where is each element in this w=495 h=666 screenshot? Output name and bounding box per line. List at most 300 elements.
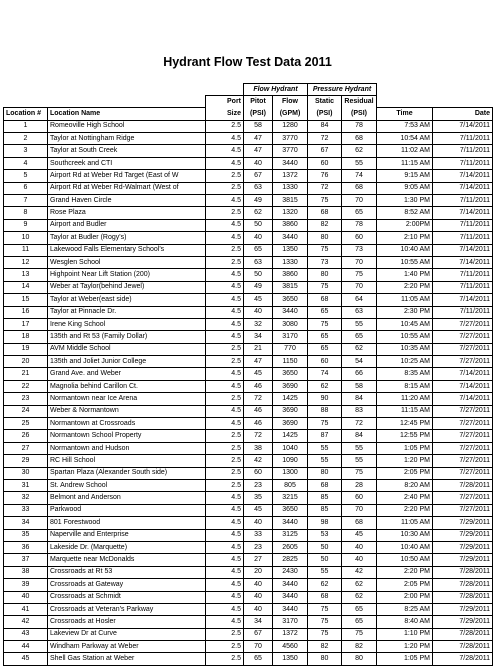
cell-date: 7/28/2011 — [433, 566, 493, 578]
cell-pitot-psi: 49 — [244, 195, 273, 207]
header-time: Time — [377, 108, 433, 120]
cell-residual-psi: 65 — [342, 331, 377, 343]
cell-date: 7/14/2011 — [433, 120, 493, 132]
cell-flow-gpm: 1280 — [273, 120, 308, 132]
cell-time: 8:20 AM — [377, 480, 433, 492]
cell-residual-psi: 64 — [342, 294, 377, 306]
cell-location-number: 38 — [4, 566, 48, 578]
cell-flow-gpm: 1090 — [273, 455, 308, 467]
cell-flow-gpm: 3690 — [273, 418, 308, 430]
cell-time: 10:55 AM — [377, 256, 433, 268]
cell-pitot-psi: 34 — [244, 616, 273, 628]
cell-residual-psi: 62 — [342, 591, 377, 603]
cell-flow-gpm: 805 — [273, 480, 308, 492]
cell-pitot-psi: 47 — [244, 133, 273, 145]
cell-flow-gpm: 3690 — [273, 405, 308, 417]
cell-port-size: 4.5 — [206, 517, 244, 529]
cell-date: 7/27/2011 — [433, 467, 493, 479]
cell-date: 7/27/2011 — [433, 331, 493, 343]
cell-location-name: AVM Middle School — [48, 343, 206, 355]
cell-flow-gpm: 1350 — [273, 653, 308, 665]
cell-residual-psi: 63 — [342, 306, 377, 318]
cell-location-name: Rose Plaza — [48, 207, 206, 219]
cell-residual-psi: 72 — [342, 418, 377, 430]
cell-pitot-psi: 20 — [244, 566, 273, 578]
table-row — [4, 603, 493, 615]
cell-static-psi: 68 — [308, 480, 342, 492]
cell-date: 7/27/2011 — [433, 455, 493, 467]
cell-static-psi: 75 — [308, 603, 342, 615]
cell-residual-psi: 70 — [342, 504, 377, 516]
table-row — [4, 244, 493, 256]
cell-location-number: 31 — [4, 480, 48, 492]
cell-date: 7/14/2011 — [433, 170, 493, 182]
cell-pitot-psi: 72 — [244, 393, 273, 405]
table-row — [4, 616, 493, 628]
header-flow-unit: (GPM) — [273, 108, 308, 120]
table-row — [4, 120, 493, 132]
cell-port-size: 4.5 — [206, 591, 244, 603]
table-row — [4, 566, 493, 578]
cell-time: 2:30 PM — [377, 306, 433, 318]
cell-location-number: 8 — [4, 207, 48, 219]
cell-port-size: 4.5 — [206, 504, 244, 516]
table-row — [4, 343, 493, 355]
cell-pitot-psi: 58 — [244, 120, 273, 132]
cell-flow-gpm: 3440 — [273, 517, 308, 529]
cell-flow-gpm: 3080 — [273, 318, 308, 330]
cell-location-number: 23 — [4, 393, 48, 405]
cell-time: 8:40 AM — [377, 616, 433, 628]
cell-location-name: RC Hill School — [48, 455, 206, 467]
cell-residual-psi: 65 — [342, 603, 377, 615]
cell-flow-gpm: 3770 — [273, 145, 308, 157]
cell-pitot-psi: 34 — [244, 331, 273, 343]
cell-location-number: 5 — [4, 170, 48, 182]
cell-location-name: Magnolia behind Carillon Ct. — [48, 380, 206, 392]
cell-time: 10:55 AM — [377, 331, 433, 343]
table-row — [4, 504, 493, 516]
cell-flow-gpm: 1150 — [273, 356, 308, 368]
cell-date: 7/28/2011 — [433, 641, 493, 653]
cell-pitot-psi: 62 — [244, 207, 273, 219]
cell-time: 10:35 AM — [377, 343, 433, 355]
cell-static-psi: 65 — [308, 306, 342, 318]
cell-location-name: Shell Gas Station at Weber — [48, 653, 206, 665]
cell-location-number: 20 — [4, 356, 48, 368]
cell-pitot-psi: 27 — [244, 554, 273, 566]
cell-location-name: Southcreek and CTI — [48, 157, 206, 169]
cell-date: 7/11/2011 — [433, 269, 493, 281]
cell-flow-gpm: 3440 — [273, 232, 308, 244]
cell-static-psi: 76 — [308, 170, 342, 182]
table-row — [4, 294, 493, 306]
cell-pitot-psi: 32 — [244, 318, 273, 330]
cell-flow-gpm: 3170 — [273, 616, 308, 628]
cell-flow-gpm: 2605 — [273, 541, 308, 553]
cell-date: 7/14/2011 — [433, 182, 493, 194]
cell-location-number: 39 — [4, 579, 48, 591]
cell-location-name: Lakeview Dr at Curve — [48, 628, 206, 640]
cell-date: 7/14/2011 — [433, 368, 493, 380]
cell-location-number: 10 — [4, 232, 48, 244]
cell-residual-psi: 58 — [342, 380, 377, 392]
cell-location-name: Belmont and Anderson — [48, 492, 206, 504]
cell-date: 7/11/2011 — [433, 232, 493, 244]
cell-static-psi: 60 — [308, 157, 342, 169]
cell-residual-psi: 42 — [342, 566, 377, 578]
cell-port-size: 4.5 — [206, 541, 244, 553]
table-row — [4, 442, 493, 454]
cell-location-number: 1 — [4, 120, 48, 132]
cell-time: 2:00 PM — [377, 591, 433, 603]
cell-date: 7/29/2011 — [433, 616, 493, 628]
cell-pitot-psi: 35 — [244, 492, 273, 504]
cell-location-number: 32 — [4, 492, 48, 504]
cell-location-name: Grand Ave. and Weber — [48, 368, 206, 380]
cell-location-name: Parkwood — [48, 504, 206, 516]
cell-date: 7/14/2011 — [433, 244, 493, 256]
cell-pitot-psi: 40 — [244, 603, 273, 615]
cell-port-size: 2.5 — [206, 455, 244, 467]
header-location-number: Location # — [4, 108, 48, 120]
cell-time: 8:52 AM — [377, 207, 433, 219]
cell-date: 7/28/2011 — [433, 579, 493, 591]
header-location-name: Location Name — [48, 108, 206, 120]
cell-time: 2:05 PM — [377, 467, 433, 479]
cell-flow-gpm: 3860 — [273, 219, 308, 231]
cell-date: 7/14/2011 — [433, 256, 493, 268]
cell-location-number: 3 — [4, 145, 48, 157]
cell-static-psi: 84 — [308, 120, 342, 132]
cell-location-name: Normantown near Ice Arena — [48, 393, 206, 405]
cell-location-number: 9 — [4, 219, 48, 231]
cell-static-psi: 75 — [308, 244, 342, 256]
cell-flow-gpm: 1330 — [273, 182, 308, 194]
cell-location-number: 13 — [4, 269, 48, 281]
cell-static-psi: 80 — [308, 232, 342, 244]
table-row — [4, 219, 493, 231]
cell-location-number: 42 — [4, 616, 48, 628]
cell-static-psi: 68 — [308, 591, 342, 603]
cell-residual-psi: 70 — [342, 281, 377, 293]
cell-location-name: Crossroads at Hosler — [48, 616, 206, 628]
table-row — [4, 232, 493, 244]
cell-flow-gpm: 1372 — [273, 170, 308, 182]
table-row — [4, 269, 493, 281]
cell-flow-gpm: 1425 — [273, 393, 308, 405]
cell-residual-psi: 70 — [342, 256, 377, 268]
cell-location-name: Airport and Budler — [48, 219, 206, 231]
cell-location-number: 12 — [4, 256, 48, 268]
cell-time: 10:25 AM — [377, 356, 433, 368]
cell-port-size: 2.5 — [206, 207, 244, 219]
cell-location-number: 11 — [4, 244, 48, 256]
header-residual: Residual — [342, 96, 377, 108]
table-row — [4, 182, 493, 194]
cell-flow-gpm: 3440 — [273, 157, 308, 169]
cell-pitot-psi: 46 — [244, 380, 273, 392]
cell-location-name: Wesglen School — [48, 256, 206, 268]
cell-flow-gpm: 3860 — [273, 269, 308, 281]
cell-location-number: 14 — [4, 281, 48, 293]
header-static: Static — [308, 96, 342, 108]
cell-location-name: 801 Forestwood — [48, 517, 206, 529]
cell-date: 7/29/2011 — [433, 541, 493, 553]
cell-port-size: 4.5 — [206, 418, 244, 430]
header-static-unit: (PSI) — [308, 108, 342, 120]
cell-static-psi: 75 — [308, 628, 342, 640]
cell-date: 7/29/2011 — [433, 603, 493, 615]
cell-location-number: 26 — [4, 430, 48, 442]
table-row — [4, 380, 493, 392]
cell-port-size: 2.5 — [206, 393, 244, 405]
cell-static-psi: 88 — [308, 405, 342, 417]
cell-residual-psi: 54 — [342, 356, 377, 368]
cell-static-psi: 85 — [308, 492, 342, 504]
cell-location-number: 24 — [4, 405, 48, 417]
cell-location-name: Taylor at Weber(east side) — [48, 294, 206, 306]
cell-residual-psi: 84 — [342, 393, 377, 405]
cell-date: 7/11/2011 — [433, 219, 493, 231]
cell-date: 7/27/2011 — [433, 343, 493, 355]
cell-port-size: 4.5 — [206, 232, 244, 244]
cell-location-number: 27 — [4, 442, 48, 454]
cell-location-name: Crossroads at Veteran's Parkway — [48, 603, 206, 615]
cell-residual-psi: 55 — [342, 455, 377, 467]
cell-pitot-psi: 67 — [244, 628, 273, 640]
cell-port-size: 2.5 — [206, 430, 244, 442]
cell-pitot-psi: 67 — [244, 170, 273, 182]
cell-date: 7/27/2011 — [433, 430, 493, 442]
cell-static-psi: 75 — [308, 418, 342, 430]
cell-flow-gpm: 2430 — [273, 566, 308, 578]
cell-port-size: 2.5 — [206, 256, 244, 268]
cell-residual-psi: 83 — [342, 405, 377, 417]
cell-location-number: 29 — [4, 455, 48, 467]
cell-pitot-psi: 60 — [244, 467, 273, 479]
cell-static-psi: 75 — [308, 281, 342, 293]
cell-date: 7/29/2011 — [433, 529, 493, 541]
cell-flow-gpm: 2825 — [273, 554, 308, 566]
table-row — [4, 356, 493, 368]
cell-time: 10:40 AM — [377, 541, 433, 553]
cell-residual-psi: 78 — [342, 120, 377, 132]
cell-date: 7/14/2011 — [433, 207, 493, 219]
cell-pitot-psi: 65 — [244, 244, 273, 256]
cell-location-name: St. Andrew School — [48, 480, 206, 492]
cell-time: 2:20 PM — [377, 504, 433, 516]
cell-location-name: Irene King School — [48, 318, 206, 330]
cell-time: 10:40 AM — [377, 244, 433, 256]
cell-location-name: Airport Rd at Weber Rd Target (East of W — [48, 170, 206, 182]
cell-date: 7/14/2011 — [433, 294, 493, 306]
hydrant-table — [3, 83, 493, 666]
cell-static-psi: 98 — [308, 517, 342, 529]
cell-port-size: 2.5 — [206, 467, 244, 479]
cell-port-size: 4.5 — [206, 269, 244, 281]
table-row — [4, 517, 493, 529]
cell-time: 9:05 AM — [377, 182, 433, 194]
cell-location-number: 17 — [4, 318, 48, 330]
cell-location-number: 40 — [4, 591, 48, 603]
cell-date: 7/27/2011 — [433, 418, 493, 430]
cell-flow-gpm: 3815 — [273, 195, 308, 207]
cell-residual-psi: 55 — [342, 442, 377, 454]
header-residual-unit: (PSI) — [342, 108, 377, 120]
cell-port-size: 2.5 — [206, 244, 244, 256]
cell-static-psi: 67 — [308, 145, 342, 157]
cell-location-number: 37 — [4, 554, 48, 566]
cell-flow-gpm: 1040 — [273, 442, 308, 454]
header-date: Date — [433, 108, 493, 120]
cell-port-size: 2.5 — [206, 480, 244, 492]
cell-location-number: 7 — [4, 195, 48, 207]
cell-location-name: Normantown at Crossroads — [48, 418, 206, 430]
cell-residual-psi: 62 — [342, 343, 377, 355]
cell-date: 7/27/2011 — [433, 504, 493, 516]
cell-port-size: 4.5 — [206, 554, 244, 566]
cell-static-psi: 75 — [308, 616, 342, 628]
cell-port-size: 2.5 — [206, 343, 244, 355]
cell-date: 7/27/2011 — [433, 442, 493, 454]
cell-location-number: 2 — [4, 133, 48, 145]
cell-residual-psi: 78 — [342, 219, 377, 231]
cell-date: 7/11/2011 — [433, 281, 493, 293]
cell-time: 8:15 AM — [377, 380, 433, 392]
cell-date: 7/28/2011 — [433, 591, 493, 603]
table-row — [4, 653, 493, 665]
cell-flow-gpm: 3650 — [273, 504, 308, 516]
cell-residual-psi: 70 — [342, 195, 377, 207]
header-size: Size — [206, 108, 244, 120]
cell-location-number: 34 — [4, 517, 48, 529]
cell-location-name: Grand Haven Circle — [48, 195, 206, 207]
cell-static-psi: 72 — [308, 182, 342, 194]
cell-location-name: Weber & Normantown — [48, 405, 206, 417]
cell-date: 7/27/2011 — [433, 405, 493, 417]
cell-time: 2:20 PM — [377, 281, 433, 293]
cell-pitot-psi: 42 — [244, 455, 273, 467]
cell-static-psi: 90 — [308, 393, 342, 405]
cell-port-size: 4.5 — [206, 306, 244, 318]
cell-flow-gpm: 3650 — [273, 368, 308, 380]
cell-static-psi: 87 — [308, 430, 342, 442]
cell-location-name: Taylor at South Creek — [48, 145, 206, 157]
cell-flow-gpm: 1350 — [273, 244, 308, 256]
cell-residual-psi: 62 — [342, 579, 377, 591]
cell-time: 11:05 AM — [377, 517, 433, 529]
cell-time: 11:05 AM — [377, 294, 433, 306]
cell-static-psi: 82 — [308, 219, 342, 231]
table-row — [4, 256, 493, 268]
cell-date: 7/27/2011 — [433, 356, 493, 368]
cell-static-psi: 82 — [308, 641, 342, 653]
table-row — [4, 318, 493, 330]
cell-flow-gpm: 3125 — [273, 529, 308, 541]
cell-time: 12:55 PM — [377, 430, 433, 442]
cell-pitot-psi: 47 — [244, 356, 273, 368]
cell-flow-gpm: 1372 — [273, 628, 308, 640]
cell-port-size: 2.5 — [206, 442, 244, 454]
cell-pitot-psi: 40 — [244, 579, 273, 591]
cell-time: 11:20 AM — [377, 393, 433, 405]
cell-time: 2:40 PM — [377, 492, 433, 504]
cell-pitot-psi: 38 — [244, 442, 273, 454]
cell-flow-gpm: 3440 — [273, 306, 308, 318]
cell-static-psi: 74 — [308, 368, 342, 380]
table-row — [4, 418, 493, 430]
cell-port-size: 4.5 — [206, 145, 244, 157]
table-row — [4, 455, 493, 467]
cell-residual-psi: 40 — [342, 554, 377, 566]
cell-pitot-psi: 23 — [244, 541, 273, 553]
cell-flow-gpm: 1300 — [273, 467, 308, 479]
cell-date: 7/11/2011 — [433, 133, 493, 145]
cell-flow-gpm: 3815 — [273, 281, 308, 293]
cell-flow-gpm: 1330 — [273, 256, 308, 268]
cell-location-name: Crossroads at Schmidt — [48, 591, 206, 603]
cell-residual-psi: 28 — [342, 480, 377, 492]
cell-location-number: 30 — [4, 467, 48, 479]
cell-date: 7/11/2011 — [433, 145, 493, 157]
cell-pitot-psi: 23 — [244, 480, 273, 492]
cell-location-name: Taylor at Nottingham Ridge — [48, 133, 206, 145]
cell-residual-psi: 62 — [342, 145, 377, 157]
cell-pitot-psi: 45 — [244, 504, 273, 516]
cell-pitot-psi: 40 — [244, 306, 273, 318]
table-row — [4, 306, 493, 318]
cell-flow-gpm: 3440 — [273, 591, 308, 603]
table-row — [4, 281, 493, 293]
cell-flow-gpm: 3170 — [273, 331, 308, 343]
cell-location-name: Normantown and Hudson — [48, 442, 206, 454]
cell-time: 8:35 AM — [377, 368, 433, 380]
cell-date: 7/11/2011 — [433, 157, 493, 169]
table-row — [4, 467, 493, 479]
cell-flow-gpm: 4560 — [273, 641, 308, 653]
cell-residual-psi: 80 — [342, 653, 377, 665]
cell-pitot-psi: 46 — [244, 405, 273, 417]
cell-location-name: Spartan Plaza (Alexander South side) — [48, 467, 206, 479]
cell-date: 7/29/2011 — [433, 517, 493, 529]
cell-location-name: Taylor at Budler (Rogy's) — [48, 232, 206, 244]
cell-time: 2:05 PM — [377, 579, 433, 591]
cell-flow-gpm: 3770 — [273, 133, 308, 145]
cell-date: 7/14/2011 — [433, 393, 493, 405]
cell-flow-gpm: 3440 — [273, 603, 308, 615]
cell-location-name: Crossroads at Gateway — [48, 579, 206, 591]
cell-location-number: 19 — [4, 343, 48, 355]
cell-port-size: 4.5 — [206, 281, 244, 293]
cell-static-psi: 68 — [308, 207, 342, 219]
cell-location-number: 22 — [4, 380, 48, 392]
cell-static-psi: 72 — [308, 133, 342, 145]
cell-flow-gpm: 3690 — [273, 380, 308, 392]
cell-time: 10:45 AM — [377, 318, 433, 330]
cell-location-number: 18 — [4, 331, 48, 343]
cell-port-size: 2.5 — [206, 170, 244, 182]
cell-static-psi: 80 — [308, 467, 342, 479]
cell-port-size: 2.5 — [206, 182, 244, 194]
cell-port-size: 2.5 — [206, 628, 244, 640]
cell-residual-psi: 68 — [342, 133, 377, 145]
cell-pitot-psi: 45 — [244, 368, 273, 380]
cell-time: 1:20 PM — [377, 455, 433, 467]
cell-residual-psi: 45 — [342, 529, 377, 541]
cell-pitot-psi: 45 — [244, 294, 273, 306]
cell-pitot-psi: 49 — [244, 281, 273, 293]
